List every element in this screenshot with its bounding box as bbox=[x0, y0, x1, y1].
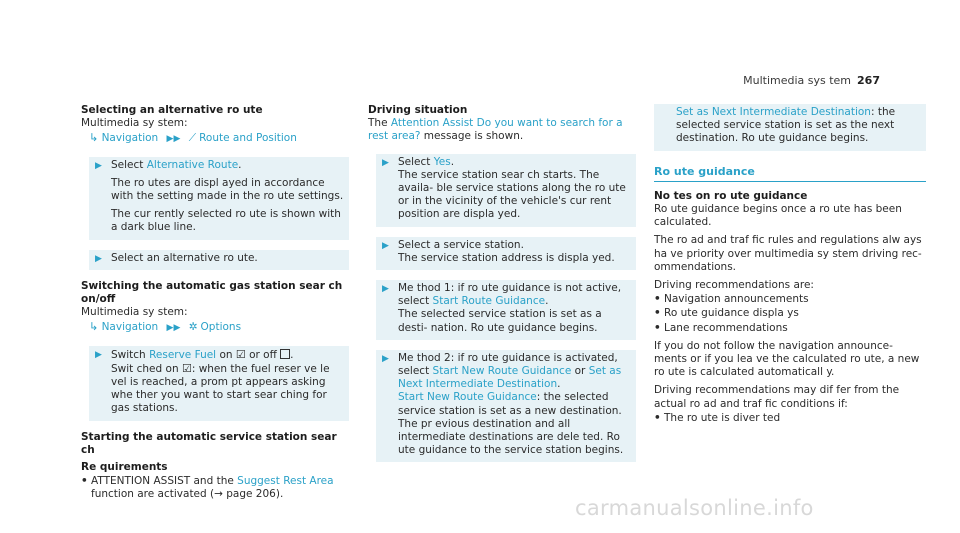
link-alternative-route[interactable]: Alternative Route bbox=[146, 158, 239, 171]
step-detail: The service station address is displa yed. bbox=[398, 251, 615, 264]
paragraph: The ro ad and traf fic rules and regulations alw ays ha ve priority over multimedia sy stem driving rec‐ ommendations. bbox=[654, 234, 922, 273]
checkbox-checked-icon: ☑ bbox=[235, 347, 246, 361]
path-arrow-icon: ↳ bbox=[89, 320, 99, 334]
text: The bbox=[368, 117, 391, 130]
column-2 bbox=[368, 104, 636, 472]
step-select-service-station bbox=[376, 237, 636, 270]
bullet-icon: • bbox=[654, 321, 661, 334]
link-start-new-route-guidance-2[interactable]: Start New Route Guidance bbox=[398, 391, 537, 404]
step-text: Select bbox=[111, 158, 147, 171]
column-3 bbox=[654, 104, 926, 425]
step-arrow-icon: ▶ bbox=[95, 349, 102, 360]
step-text-end: . bbox=[238, 158, 242, 171]
link-start-route-guidance[interactable]: Start Route Guidance bbox=[432, 295, 546, 308]
path-link-options[interactable]: Options bbox=[200, 321, 242, 334]
header-title: Multimedia sys tem bbox=[743, 74, 852, 87]
link-yes[interactable]: Yes bbox=[433, 155, 451, 168]
bullet-icon: • bbox=[654, 411, 661, 424]
double-chevron-icon: ▶▶ bbox=[166, 134, 181, 145]
step-detail: : when the fuel reser ve le vel is reached, a prom pt appears asking whe ther you want to start sear ching for gas stations. bbox=[111, 362, 330, 415]
paragraph: If you do not follow the navigation announce‐ ments or if you lea ve the calculated ro ute, a new ro ute is calculated automaticall y. bbox=[654, 339, 920, 379]
bullet-text: Ro ute guidance displa ys bbox=[664, 307, 799, 320]
heading-selecting-alternative-route: Selecting an alternative ro ute bbox=[81, 104, 263, 116]
heading-switching-gas-search: Switching the automatic gas station sear ch on/off bbox=[81, 279, 343, 306]
step-arrow-icon: ▶ bbox=[382, 353, 389, 364]
heading-notes-route-guidance: No tes on ro ute guidance bbox=[654, 189, 808, 202]
watermark: carmanualsonline.info bbox=[575, 496, 814, 520]
bullet-icon: • bbox=[654, 293, 661, 306]
requirement-bullet bbox=[81, 475, 349, 501]
double-chevron-icon: ▶▶ bbox=[166, 323, 181, 334]
bullet-icon: • bbox=[81, 475, 88, 488]
bullet-text: Navigation announcements bbox=[664, 293, 809, 306]
link-set-as-next-intermediate-destination[interactable]: Set as Next Intermediate Destination bbox=[676, 106, 871, 118]
step-switch-reserve-fuel bbox=[89, 346, 349, 421]
driving-situation-text bbox=[368, 117, 636, 143]
step-detail: The cur rently selected ro ute is shown with a dark blue line. bbox=[111, 208, 341, 234]
step-text-end: . bbox=[450, 155, 455, 168]
path-link-navigation[interactable]: Navigation bbox=[101, 132, 159, 145]
gear-icon: ✲ bbox=[188, 321, 198, 334]
step-text: Me thod 2: if ro ute guidance is activated, select bbox=[398, 351, 618, 378]
step-text-end: . bbox=[545, 295, 549, 308]
heading-driving-situation: Driving situation bbox=[368, 104, 468, 116]
paragraph: Driving recommendations may dif fer from the actual ro ad and traf fic conditions if: bbox=[654, 384, 900, 410]
system-label: Multimedia sy stem: bbox=[81, 306, 188, 319]
page-number: 267 bbox=[857, 74, 880, 87]
step-arrow-icon: ▶ bbox=[95, 253, 102, 264]
link-start-new-route-guidance[interactable]: Start New Route Guidance bbox=[432, 365, 572, 378]
link-reserve-fuel[interactable]: Reserve Fuel bbox=[149, 348, 217, 361]
list-item bbox=[654, 412, 926, 425]
paragraph: Ro ute guidance begins once a ro ute has been calculated. bbox=[654, 203, 902, 229]
step-text: Switch bbox=[111, 348, 150, 361]
step-select-yes bbox=[376, 154, 636, 227]
step-text: or off bbox=[245, 348, 281, 361]
list-item bbox=[654, 293, 926, 306]
step-text: Select a service station. bbox=[398, 238, 524, 251]
step-set-next-intermediate bbox=[654, 104, 926, 151]
step-method-1 bbox=[376, 280, 636, 340]
column-1 bbox=[81, 104, 349, 502]
system-label: Multimedia sy stem: bbox=[81, 117, 188, 130]
heading-requirements: Re quirements bbox=[81, 461, 168, 474]
step-arrow-icon: ▶ bbox=[382, 157, 389, 168]
path-arrow-icon: ↳ bbox=[89, 131, 99, 145]
bullet-text: The ro ute is diver ted bbox=[664, 411, 781, 424]
step-text-end: . bbox=[290, 348, 294, 361]
checkbox-empty-icon bbox=[280, 349, 290, 359]
path-link-navigation[interactable]: Navigation bbox=[101, 321, 159, 334]
step-text: Select bbox=[398, 155, 434, 168]
bullet-icon: • bbox=[654, 307, 661, 320]
link-set-as-next-intermediate[interactable]: Set as Next Intermediate Destination bbox=[398, 365, 622, 391]
page-header bbox=[743, 74, 880, 87]
step-text: on bbox=[216, 348, 236, 361]
bullet-text: Lane recommendations bbox=[664, 321, 788, 334]
route-position-icon: ⟋ bbox=[188, 132, 197, 145]
list-item bbox=[654, 322, 926, 335]
menu-path-1 bbox=[89, 131, 349, 146]
step-text: Select an alternative ro ute. bbox=[111, 251, 258, 264]
step-select-alternative bbox=[89, 157, 349, 240]
heading-starting-service-search: Starting the automatic service station sear ch bbox=[81, 430, 337, 456]
bullet-text: function are activated (→ page 206). bbox=[91, 488, 284, 501]
step-arrow-icon: ▶ bbox=[382, 284, 389, 295]
step-detail: The selected service station is set as a desti‐ nation. Ro ute guidance begins. bbox=[398, 308, 602, 334]
step-detail: : the selected service station is set as the next destination. Ro ute guidance begins. bbox=[676, 106, 896, 145]
list-item bbox=[654, 307, 926, 320]
path-link-route-position[interactable]: Route and Position bbox=[199, 132, 297, 145]
paragraph: Driving recommendations are: bbox=[654, 279, 814, 292]
step-text: Me thod 1: if ro ute guidance is not active, select bbox=[398, 282, 622, 308]
step-detail: : the selected service station is set as a new destination. The pr evious destination and all intermediate destinations are dele ted. Ro ute guidance to the service station begins. bbox=[398, 391, 624, 457]
link-suggest-rest-area[interactable]: Suggest Rest Area bbox=[237, 475, 334, 488]
bullet-text: ATTENTION ASSIST and the bbox=[91, 475, 238, 488]
step-text: or bbox=[571, 365, 589, 378]
step-detail: The service station sear ch starts. The availa‐ ble service stations along the ro ute or in the vicinity of the vehicle's cur rent position are displa yed. bbox=[398, 168, 626, 221]
menu-path-2 bbox=[89, 320, 349, 335]
link-attention-assist-message[interactable]: Attention Assist Do you want to search for a rest area? bbox=[368, 117, 623, 143]
step-detail: The ro utes are displ ayed in accordance with the setting made in the ro ute settings. bbox=[111, 176, 344, 203]
step-text-end: . bbox=[557, 378, 561, 391]
step-select-route bbox=[89, 250, 349, 270]
step-arrow-icon: ▶ bbox=[95, 160, 102, 171]
step-arrow-icon: ▶ bbox=[382, 240, 389, 251]
step-detail: Swit ched on bbox=[111, 362, 182, 375]
checkbox-checked-icon: ☑ bbox=[181, 361, 192, 375]
text: message is shown. bbox=[420, 130, 524, 143]
step-method-2 bbox=[376, 350, 636, 463]
section-title-route-guidance: Ro ute guidance bbox=[654, 165, 926, 182]
